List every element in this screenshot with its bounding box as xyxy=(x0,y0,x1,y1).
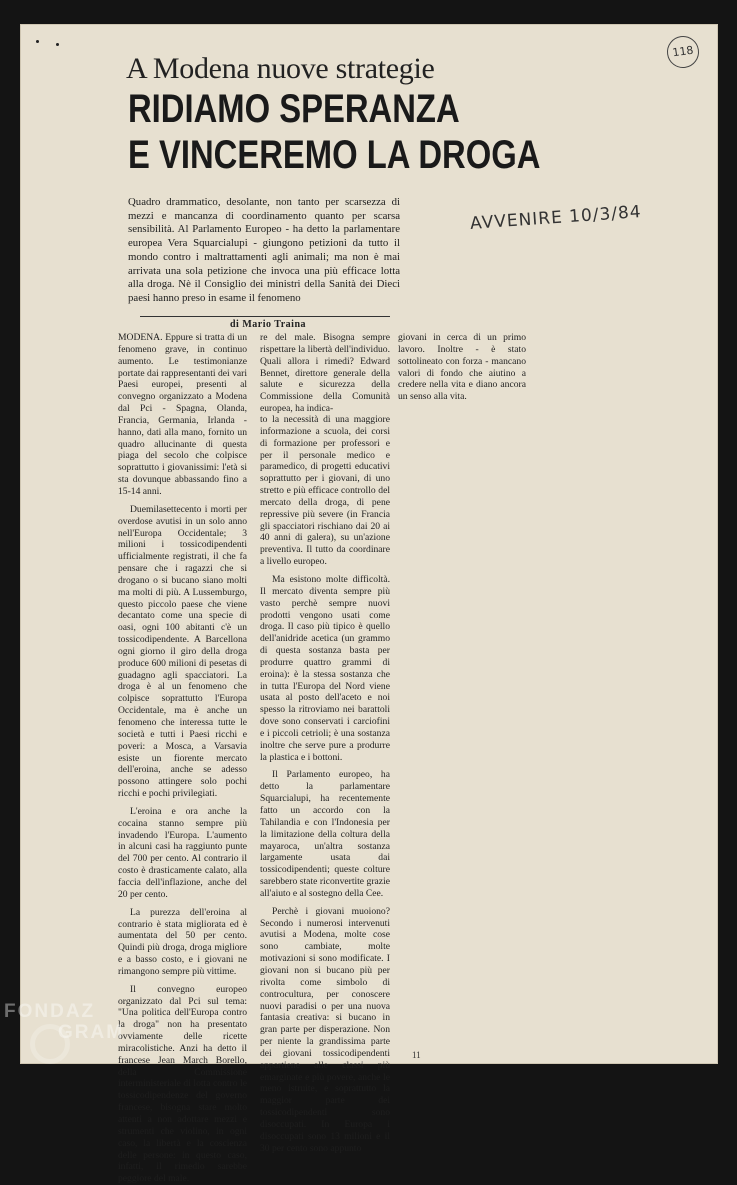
headline-line-1: RIDIAMO SPERANZA xyxy=(128,87,460,131)
headline xyxy=(128,86,541,178)
article-column-2 xyxy=(260,414,390,1154)
headline-line-2: E VINCEREMO LA DROGA xyxy=(128,133,541,177)
lead-paragraph: Quadro drammatico, desolante, non tanto per scarsezza di mezzi e mancanza di coordinamento quanto per scarsa sensibilità. Al Parlamento Europeo - ha detto la parlamentare europea Vera Squarcialupi - giungono petizioni da tutto il mondo contro i maltrattamenti agli animali; ma non è mai arrivata una sola petizione che invoca una più efficace lotta alla droga. Nè il Consiglio dei ministri della Sanità dei Dieci paesi hanno preso in esame il fenomeno xyxy=(128,196,400,304)
watermark-line-1: FONDAZ xyxy=(4,1001,96,1022)
page-number-stamp: 118 xyxy=(665,34,701,70)
byline: di Mario Traina xyxy=(229,319,307,330)
paragraph: to la necessità di una maggiore informazione a scuola, dei corsi di formazione per professori e per il personale medico e paramedico, di progetti educativi soprattutto per i giovani, di uno stretto e più efficace controllo del mercato della droga, di pene repressive più severe (in Francia gli spacciatori rischiano dai 20 ai 40 anni di galera), su un'azione preventiva. Il tutto da coordinare a livello europeo. xyxy=(260,414,390,568)
newspaper-clipping xyxy=(20,24,718,1185)
handwritten-source-note: AVVENIRE 10/3/84 xyxy=(469,202,643,234)
watermark-line-2: GRAM xyxy=(58,1022,125,1043)
kicker: A Modena nuove strategie xyxy=(126,52,435,85)
article-column-1 xyxy=(118,332,247,1185)
paragraph: Ma esistono molte difficoltà. Il mercato diventa sempre più vasto perchè sempre nuovi prodotti vengono usati come droga. Il caso più tipico è quello dell'anidride acetica (un grammo di questa sostanza basta per produrre quattro grammi di eroina): è la stessa sostanza che in tutta l'Europa del Nord viene usata al posto dell'aceto e noi spesso la ritroviamo nei barattoli dove sono conservati i carciofini e i piccoli cetrioli; è una sostanza inoltre che serve pure a produrre la plastica e i bottoni. xyxy=(260,573,390,763)
dust-speck xyxy=(56,43,59,46)
paragraph: re del male. Bisogna sempre rispettare la libertà dell'individuo. Quali allora i rimedi? Edward Bennet, direttore generale della salute e sicurezza della Commissione della Comunità europea, ha indica- xyxy=(260,332,390,415)
article-column-2-top xyxy=(260,332,390,420)
byline-rule xyxy=(140,316,390,317)
paragraph: Perchè i giovani muoiono? Secondo i numerosi intervenuti avutisi a Modena, molte cose sono cambiate, molte motivazioni si sono modificate. I giovani non si bucano più per rivolta come simbolo di controcultura, per conoscere nuovi paradisi o per una nuova fantasia creativa: si bucano in gran parte per disperazione. Non per niente la grandissima parte dei giovani tossicodipendenti appartiene alle classi più emarginate e più povere, anche le meno istruite, e soprattutto la maggior parte dei tossicodipendenti sono disoccupati. In Europa i disoccupati sono 13 milioni e il 30 per cento sono appunto xyxy=(260,905,390,1154)
paragraph: Il convegno europeo organizzato dal Pci sul tema: "Una politica dell'Europa contro la droga" non ha presentato ovviamente delle ricette miracolistiche. Anzi ha detto il francese Jean March Borello, della Commissione interministeriale di lotta contro le tossicodipendenze del governo francese, bisogna stare molto attenti a non adottare mezzi e strumenti che violino, in ogni caso, la libertà e la coscienza delle persone: in questo caso, infatti, il rimedio sarebbe peggiore del male. xyxy=(118,983,247,1185)
paragraph: giovani in cerca di un primo lavoro. Inoltre - è stato sottolineato con forza - mancano valori di fondo che aiutino a credere nella vita e diano ancora un senso alla vita. xyxy=(398,332,526,403)
bottom-mark: 11 xyxy=(412,1050,421,1060)
dust-speck xyxy=(36,40,39,43)
article-column-3 xyxy=(398,332,526,412)
paragraph: Duemilasettecento i morti per overdose avutisi in un solo anno nell'Europa Occidentale; 3 milioni i tossicodipendenti ufficialmente registrati, il che fa pensare che i ragazzi che si drogano o si bucano siano molti ma molti di più. A Lussemburgo, questo piccolo paese che viene decantato come una specie di oasi, ogni 100 abitanti c'è un tossicodipendente. A Barcellona ogni giorno il giro della droga produce 600 milioni di pesetas di guadagno agli spacciatori. La droga è al un fenomeno che colpisce soprattutto l'Europa Occidentale, ma è anche un fenomeno che interessa tutte le società e tutti i Paesi ricchi e poveri: a Mosca, a Varsavia esiste un fiorente mercato dell'eroina, anche se adesso possono attingere solo pochi ricchi e pochi privilegiati. xyxy=(118,503,247,800)
paragraph: La purezza dell'eroina al contrario è stata migliorata ed è aumentata del 50 per cento. Quindi più droga, droga migliore e a basso costo, e i giovani ne rimangono sempre più vittime. xyxy=(118,906,247,977)
paragraph: Il Parlamento europeo, ha detto la parlamentare Squarcialupi, ha recentemente fatto un accordo con la Tahilandia e con l'Indonesia per la limitazione della coltura della mayaroca, un'altra sostanza largamente usata dai tossicodipendenti; queste colture sarebbero state riconvertite grazie all'aiuto e al sostegno della Cee. xyxy=(260,769,390,899)
paragraph: MODENA. Eppure si tratta di un fenomeno grave, in continuo aumento. Le testimonianze portate dai rappresentanti dei vari Paesi europei, presenti al convegno organizzato a Modena dal Pci - Spagna, Olanda, Francia, Germania, Irlanda - hanno, dati alla mano, fornito un quadro allucinante di questa piaga del secolo che colpisce soprattutto i giovanissimi: l'età si sta dovunque abbassando fino a 15-14 anni. xyxy=(118,332,247,497)
paragraph: L'eroina e ora anche la cocaina stanno sempre più invadendo l'Europa. L'aumento in alcuni casi ha raggiunto punte del 700 per cento. Al contrario il costo è drasticamente calato, alla faccia dell'inflazione, anche del 20 per cento. xyxy=(118,805,247,900)
